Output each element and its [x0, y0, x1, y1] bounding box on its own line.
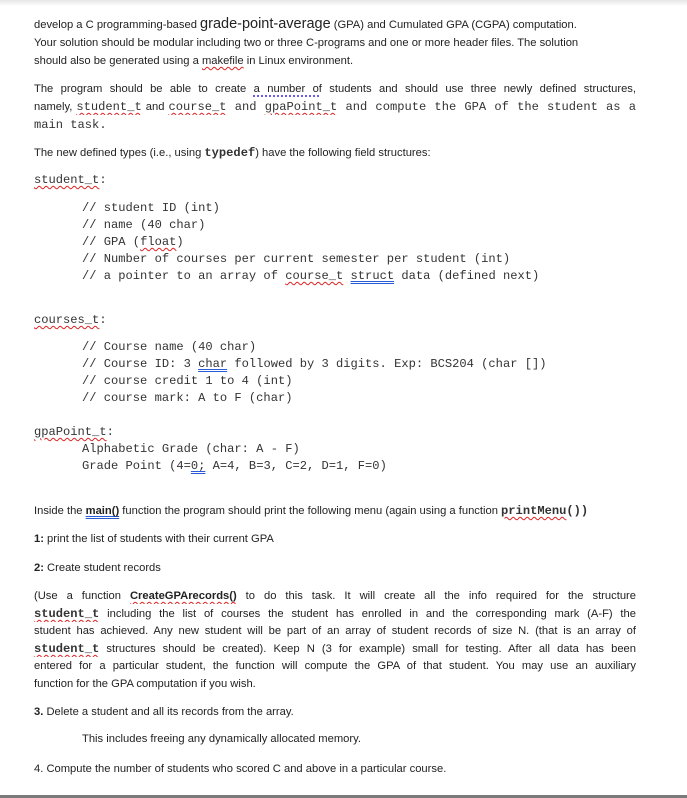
- top-shadow: [0, 0, 687, 6]
- intro-line-1: develop a C programming-based grade-point-average (GPA) and Cumulated GPA (CGPA) computation.: [34, 16, 577, 32]
- menu-item-4: 4. Compute the number of students who scored C and above in a particular course.: [34, 763, 447, 775]
- student-field: // student ID (int): [82, 201, 220, 215]
- courses-t-heading: courses_t:: [34, 313, 107, 327]
- structures-line-2: namely, student_t and course_t and gpaPoint_t and compute the GPA of the student as a: [34, 100, 636, 114]
- menu-item-2-desc: student has achieved. Any new student will be part of an array of student records of size N. (that is an array of: [34, 625, 636, 637]
- menu-item-2-desc: student_t including the list of courses the student has enrolled in and the corresponding mark (A-F) the: [34, 607, 636, 621]
- gpapoint-t-heading: gpaPoint_t:: [34, 425, 114, 439]
- menu-item-3: 3. Delete a student and all its records from the array.: [34, 706, 294, 718]
- gpapoint-field: Alphabetic Grade (char: A - F): [82, 442, 300, 456]
- student-field: // name (40 char): [82, 218, 206, 232]
- course-field: // course mark: A to F (char): [82, 391, 293, 405]
- student-field: // a pointer to an array of course_t struct data (defined next): [82, 269, 540, 283]
- course-field: // Course name (40 char): [82, 340, 257, 354]
- menu-item-3-note: This includes freeing any dynamically allocated memory.: [82, 733, 361, 745]
- menu-item-1: 1: print the list of students with their current GPA: [34, 533, 274, 545]
- menu-item-2-desc: (Use a function CreateGPArecords() to do this task. It will create all the info required for the structure: [34, 590, 636, 602]
- student-field: // Number of courses per current semester per student (int): [82, 252, 511, 266]
- student-field: // GPA (float): [82, 235, 184, 249]
- gpapoint-field: Grade Point (4=0; A=4, B=3, C=2, D=1, F=0): [82, 459, 387, 473]
- menu-item-2-desc: student_t structures should be created). Keep N (3 for example) small for testing. After all data has been: [34, 642, 636, 656]
- course-field: // Course ID: 3 char followed by 3 digits. Exp: BCS204 (char []): [82, 357, 547, 371]
- course-field: // course credit 1 to 4 (int): [82, 374, 293, 388]
- menu-item-2-desc: function for the GPA computation if you wish.: [34, 678, 256, 690]
- menu-item-2: 2: Create student records: [34, 562, 161, 574]
- student-t-heading: student_t:: [34, 173, 107, 187]
- menu-item-2-desc: entered for a particular student, the function will compute the GPA of that student. You may use an auxiliary: [34, 660, 636, 672]
- structures-line-3: main task.: [34, 118, 107, 132]
- intro-line-3: should also be generated using a makefile in Linux environment.: [34, 55, 354, 67]
- intro-line-2: Your solution should be modular including two or three C-programs and one or more header files. The solution: [34, 37, 579, 49]
- structures-line-1: The program should be able to create a number of students and should use three newly defined structures,: [34, 83, 636, 95]
- menu-intro: Inside the main() function the program should print the following menu (again using a function printMenu()): [34, 504, 589, 518]
- typedef-intro: The new defined types (i.e., using typedef) have the following field structures:: [34, 146, 431, 160]
